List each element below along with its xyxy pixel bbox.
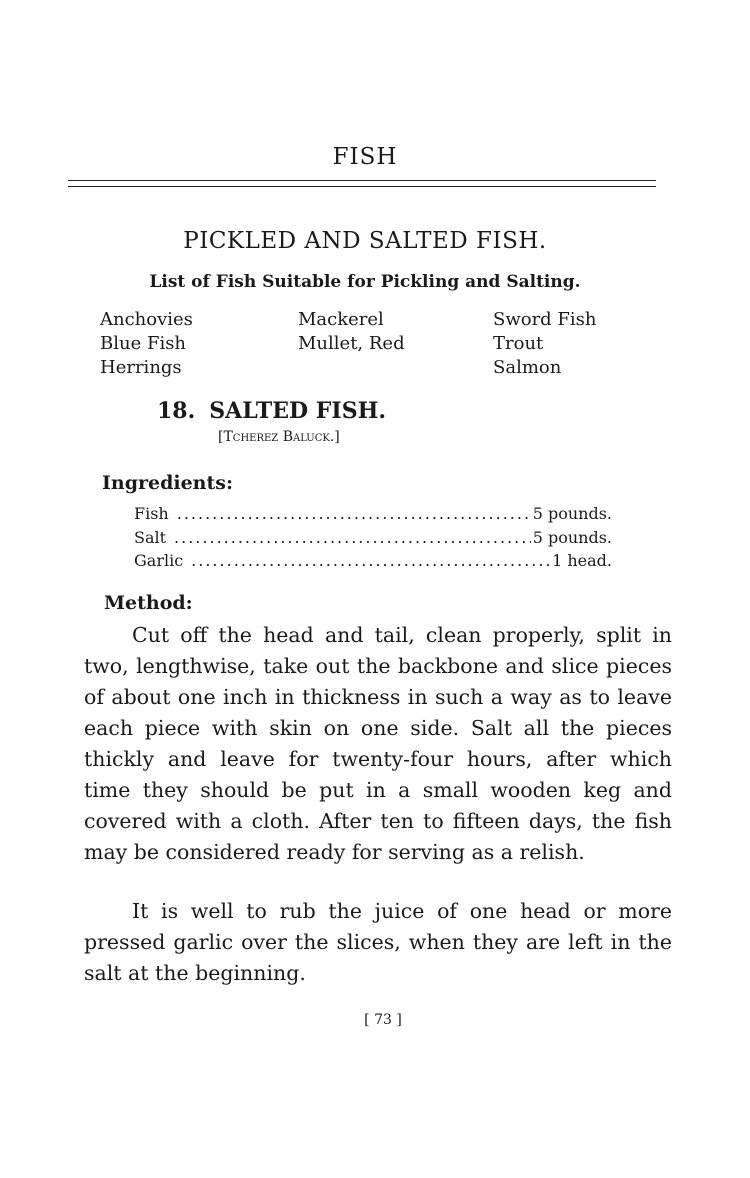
ingredient-row [134, 528, 612, 548]
fish-list-column-1 [100, 308, 193, 380]
method-heading: Method: [104, 592, 193, 614]
fish-list-item: Salmon [493, 357, 562, 378]
ingredient-row [134, 551, 612, 571]
fish-list-column-2 [298, 308, 405, 356]
header-rule-top [68, 180, 656, 181]
recipe-subtitle: [Tcherez Baluck.] [218, 429, 340, 445]
leader-dots [177, 504, 531, 524]
fish-list-item: Blue Fish [100, 333, 187, 354]
ingredient-quantity: 5 pounds. [532, 504, 612, 523]
ingredients-heading: Ingredients: [102, 472, 233, 494]
section-title: PICKLED AND SALTED FISH. [183, 228, 547, 254]
ingredient-quantity: 1 head. [552, 551, 612, 570]
fish-list-item: Trout [493, 333, 544, 354]
method-paragraph: It is well to rub the juice of one head or more pressed garlic over the slices, when they are left in the salt at the beginning. [84, 899, 672, 985]
fish-list-column-3 [493, 308, 597, 380]
ingredient-row [134, 504, 612, 524]
running-head: FISH [332, 144, 398, 170]
fish-list-item: Herrings [100, 357, 182, 378]
fish-list-heading: List of Fish Suitable for Pickling and Salting. [149, 272, 581, 292]
leader-dots [191, 551, 550, 571]
recipe-number: 18. [157, 398, 196, 424]
fish-list-item: Sword Fish [493, 309, 597, 330]
ingredient-name: Salt [134, 528, 167, 547]
ingredient-name: Fish [134, 504, 169, 523]
fish-list-item: Anchovies [100, 309, 193, 330]
recipe-heading [157, 398, 386, 424]
fish-list-item: Mackerel [298, 309, 384, 330]
header-rule-bottom [68, 186, 656, 187]
ingredient-quantity: 5 pounds. [532, 528, 612, 547]
method-paragraph: Cut off the head and tail, clean properly, split in two, lengthwise, take out the backbone and slice pieces of about one inch in thickness in such a way as to leave each piece with skin on one side. Salt all the pieces thickly and leave for twenty-four hours, after which time they should be put in a small wooden keg and covered with a cloth. After ten to fifteen days, the fish may be considered ready for serving as a relish. [84, 623, 672, 864]
ingredient-name: Garlic [134, 551, 184, 570]
recipe-title: SALTED FISH. [209, 398, 387, 424]
leader-dots [174, 528, 531, 548]
page-number: [ 73 ] [364, 1012, 402, 1028]
fish-list-item: Mullet, Red [298, 333, 405, 354]
